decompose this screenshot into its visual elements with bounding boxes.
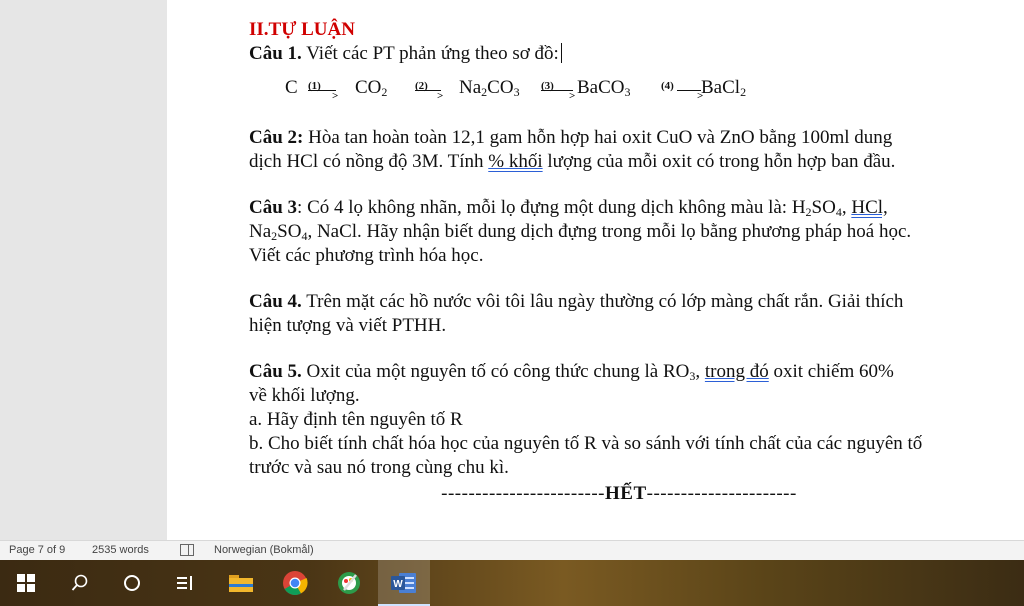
q2-label: Câu 2: <box>249 127 304 148</box>
chrome-button[interactable] <box>271 560 319 606</box>
document-content[interactable] <box>249 18 989 506</box>
question-4 <box>249 290 989 338</box>
language-indicator[interactable]: Norwegian (Bokmål) <box>214 544 314 556</box>
cortana-button[interactable] <box>108 560 156 606</box>
arrow-1-label: (1) <box>308 80 321 92</box>
task-view-button[interactable] <box>161 560 209 606</box>
arrow-3-label: (3) <box>541 80 554 92</box>
paint-palette-icon <box>336 570 362 596</box>
question-3: Câu 3: Có 4 lọ không nhãn, mỗi lọ đựng một dung dịch không màu là: $H_2SO_4$, HCl, $Na_2SO_4$, NaCl. Hãy nhận biết dung dịch đựng trong mỗi lọ bằng phương pháp hoá học. Viết các phương trình hóa học. <box>249 197 912 266</box>
chrome-icon <box>282 570 308 596</box>
species-c: C <box>285 77 298 98</box>
word-app-button[interactable] <box>378 560 430 606</box>
arrow-3: (3) > <box>541 74 577 98</box>
q3-grammar-mark[interactable]: HCl, <box>851 197 888 218</box>
arrow-2-label: (2) <box>415 80 428 92</box>
q5-line2: về khối lượng. <box>249 385 360 406</box>
q2-line1: Hòa tan hoàn toàn 12,1 gam hỗn hợp hai oxit CuO và ZnO bằng 100ml dung <box>303 127 893 148</box>
arrow-1: (1) > <box>308 74 338 98</box>
word-icon <box>390 571 418 595</box>
proofing-icon[interactable] <box>180 544 194 556</box>
q5-grammar-mark[interactable]: trong đó <box>704 361 769 382</box>
arrow-2: (2) > <box>415 74 445 98</box>
species-bacl2: BaCl$_2$ <box>701 77 747 99</box>
windows-icon <box>17 574 35 592</box>
q5-line1a: Oxit của một nguyên tố có công thức chung là RO <box>301 361 690 382</box>
q3-line2: Na <box>249 221 272 242</box>
q3-line3: Viết các phương trình hóa học. <box>249 245 484 266</box>
word-count[interactable]: 2535 words <box>92 544 149 556</box>
arrow-4-label: (4) <box>661 80 674 92</box>
svg-text:W: W <box>393 579 403 590</box>
end-marker: ------------------------HẾT---------------------- <box>441 483 797 504</box>
section-heading: II.TỰ LUẬN <box>249 19 355 40</box>
question-1 <box>249 42 989 66</box>
status-bar <box>0 540 1024 560</box>
q2-grammar-mark[interactable]: % khối <box>488 151 543 172</box>
file-explorer-button[interactable] <box>217 560 265 606</box>
q1-text: Viết các PT phản ứng theo sơ đồ: <box>301 43 559 64</box>
q2-line2a: dịch HCl có nồng độ 3M. Tính <box>249 151 489 172</box>
question-5: Câu 5. Oxit của một nguyên tố có công thức chung là $RO_3$, trong đó oxit chiếm 60% về khối lượng. a. Hãy định tên nguyên tố R b. Cho biết tính chất hóa học của nguyên tố R và so sánh với tính chất của các nguyên tố trước và sau nó trong cùng chu kì. <box>249 361 923 478</box>
q2-line2b: lượng của mỗi oxit có trong hỗn hợp ban đầu. <box>542 151 896 172</box>
arrow-4: (4) > <box>661 74 701 98</box>
search-button[interactable] <box>56 560 104 606</box>
document-page[interactable] <box>167 0 1024 540</box>
question-2 <box>249 126 989 174</box>
search-icon <box>71 574 89 592</box>
q4-line2: hiện tượng và viết PTHH. <box>249 315 447 336</box>
species-co2: $CO_2$ <box>355 77 388 99</box>
q3-line1a: : Có 4 lọ không nhãn, mỗi lọ đựng một dung dịch không màu là: H <box>297 197 806 218</box>
q1-label: Câu 1. <box>249 43 302 64</box>
end-word: HẾT <box>605 483 647 504</box>
reaction-scheme <box>249 66 989 106</box>
taskbar <box>0 560 1024 606</box>
start-button[interactable] <box>2 560 50 606</box>
q5-part-b-cont: trước và sau nó trong cùng chu kì. <box>249 457 509 478</box>
page-count[interactable]: Page 7 of 9 <box>9 544 66 556</box>
q3-label: Câu 3 <box>249 197 298 218</box>
task-view-icon <box>175 574 195 592</box>
q5-part-b: b. Cho biết tính chất hóa học của nguyên tố R và so sánh với tính chất của các nguyên tố <box>249 433 923 454</box>
paint-app-button[interactable] <box>325 560 373 606</box>
q5-part-a: a. Hãy định tên nguyên tố R <box>249 409 463 430</box>
folder-icon <box>228 572 254 594</box>
q4-line1: Trên mặt các hồ nước vôi tôi lâu ngày thường có lớp màng chất rắn. Giải thích <box>301 291 904 312</box>
species-baco3: BaCO$_3$ <box>577 77 631 99</box>
cortana-icon <box>123 574 141 592</box>
q5-label: Câu 5. <box>249 361 302 382</box>
q4-label: Câu 4. <box>249 291 302 312</box>
species-na2co3: $Na_2CO_3$ <box>459 77 520 99</box>
text-cursor <box>561 43 562 63</box>
